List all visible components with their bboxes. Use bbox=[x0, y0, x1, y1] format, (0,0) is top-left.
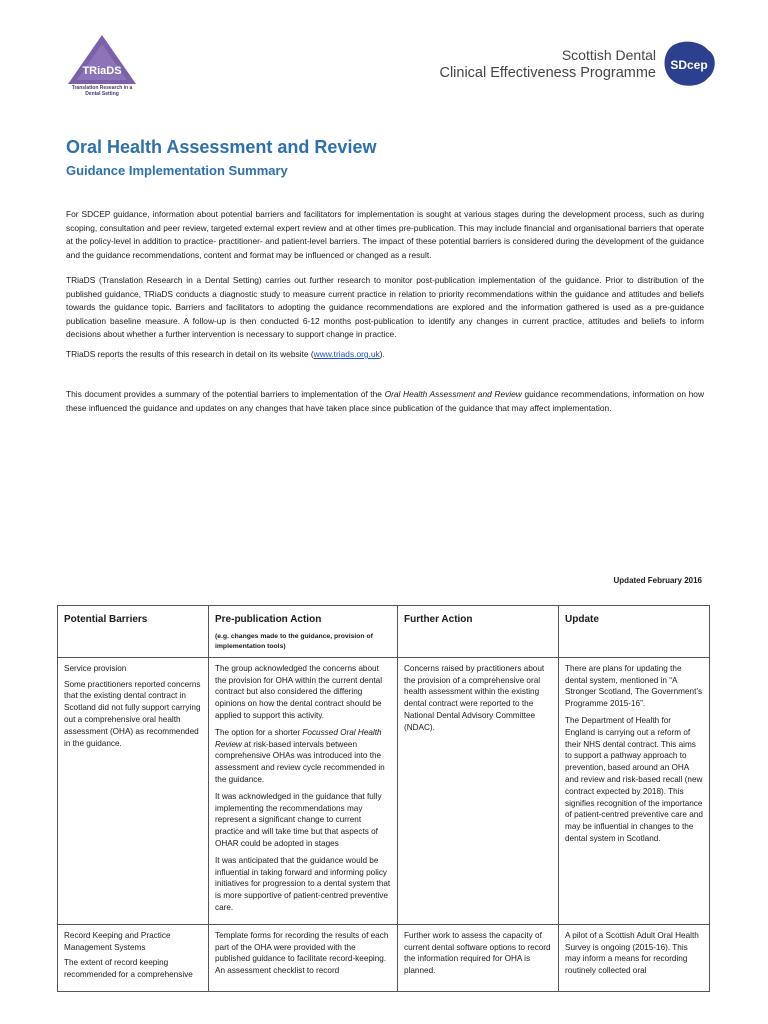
intro-paragraph-2: TRiaDS (Translation Research in a Dental Setting) carries out further research to monitor post-publication implementation of the guidance. Prior to distribution of the published guidance, TRiaDS conducts a diagnostic study to measure current practice in relation to priority recommendations within the guidance and attitudes and beliefs towards the guidance topic. Barriers and facilitators to adopting the guidance recommendations are explored and the information gathered is used as a pre-guidance publication baseline measure. A follow-up is then conducted 6-12 months post-publication to identify any changes in current practice, attitudes and beliefs to inform decisions about whether a further intervention is necessary to support change in practice. bbox=[66, 275, 704, 340]
header-further-action: Further Action bbox=[398, 606, 559, 658]
header-potential-barriers: Potential Barriers bbox=[58, 606, 209, 658]
triads-logo-text: TRiaDS bbox=[82, 65, 122, 77]
intro-paragraph-4: This document provides a summary of the potential barriers to implementation of the Oral Health Assessment and Review guidance recommendations, information on how these influenced the guidance and updates on any changes that have taken place since publication of the guidance that may affect implementation. bbox=[66, 389, 704, 413]
triads-triangle-icon bbox=[62, 32, 142, 88]
updated-date: Updated February 2016 bbox=[613, 576, 702, 585]
pre-action-text: It was acknowledged in the guidance that fully implementing the recommendations may represent a significant change to current practice and will take time but that aspects of OHAR could be adopted in stages bbox=[215, 791, 382, 848]
further-action-cell bbox=[398, 657, 559, 924]
table-header-row bbox=[58, 606, 710, 658]
table-row bbox=[58, 924, 710, 991]
update-text: A pilot of a Scottish Adult Oral Health Survey is ongoing (2015-16). This may inform a means for recording routinely collected oral bbox=[565, 930, 699, 976]
pre-action-text: The option for a shorter Focussed Oral Health Review at risk-based intervals between comprehensive OHAs was introduced into the assessment and review cycle recommended in the guidance. bbox=[215, 727, 385, 784]
barrier-cell bbox=[58, 657, 209, 924]
page-subtitle: Guidance Implementation Summary bbox=[66, 163, 288, 178]
further-action-text: Further work to assess the capacity of current dental software options to record the information required for OHA is planned. bbox=[404, 930, 551, 976]
barrier-title: Record Keeping and Practice Management Systems bbox=[64, 930, 171, 952]
further-action-cell bbox=[398, 924, 559, 991]
pre-publication-cell bbox=[209, 924, 398, 991]
update-cell bbox=[559, 657, 710, 924]
pre-action-text: It was anticipated that the guidance would be influential in taking forward and informing policy initiatives for progression to a dental system that is more supportive of patient-centred preventive care. bbox=[215, 855, 391, 912]
page-title: Oral Health Assessment and Review bbox=[66, 137, 377, 157]
update-cell bbox=[559, 924, 710, 991]
barriers-table bbox=[57, 605, 710, 992]
pre-publication-cell bbox=[209, 657, 398, 924]
triads-caption: Translation Research in a Dental Setting bbox=[71, 85, 133, 97]
pre-action-text: Template forms for recording the results of each part of the OHA were provided with the published guidance to facilitate record-keeping. An assessment checklist to record bbox=[215, 930, 389, 976]
update-text: There are plans for updating the dental system, mentioned in “A Stronger Scotland, The Government’s Programme 2015-16”. bbox=[565, 663, 703, 709]
header-update: Update bbox=[559, 606, 710, 658]
triads-website-link[interactable]: www.triads.org.uk bbox=[313, 349, 380, 359]
sdcep-mark-text: SDcep bbox=[670, 58, 708, 72]
pre-action-text: The group acknowledged the concerns about the provision for OHA within the current dental contract but also considered the differing opinions on how the dental contract should be applied to support this activity. bbox=[215, 663, 383, 720]
barrier-cell bbox=[58, 924, 209, 991]
sdcep-logo bbox=[418, 40, 718, 88]
update-text: The Department of Health for England is carrying out a reform of their NHS dental contract. This aims to support a pathway approach to prevention, based around an OHA and review and risk-based recall (new contract expected by 2018). This signifies recognition of the importance of patient-centred preventive care and may be influential in changes to the dental system in Scotland. bbox=[565, 715, 703, 843]
barrier-text: Some practitioners reported concerns that the existing dental contract in Scotland did not fully support carrying out a comprehensive oral health assessment (OHA) as recommended in the guidance. bbox=[64, 679, 201, 748]
triads-logo bbox=[62, 32, 142, 104]
table-row bbox=[58, 657, 710, 924]
sdcep-line2: Clinical Effectiveness Programme bbox=[439, 65, 656, 81]
sdcep-mark-icon bbox=[662, 40, 718, 88]
header-note: (e.g. changes made to the guidance, provision of implementation tools) bbox=[215, 632, 373, 650]
header-pre-publication-action: Pre-publication Action (e.g. changes made to the guidance, provision of implementation tools) bbox=[209, 606, 398, 658]
sdcep-line1: Scottish Dental bbox=[561, 47, 656, 63]
further-action-text: Concerns raised by practitioners about the provision of a comprehensive oral health assessment within the existing dental contract were reported to the National Dental Advisory Committee (NDAC). bbox=[404, 663, 545, 732]
barrier-title: Service provision bbox=[64, 663, 127, 673]
barrier-text: The extent of record keeping recommended for a comprehensive bbox=[64, 958, 193, 980]
intro-paragraph-3: TRiaDS reports the results of this research in detail on its website (www.triads.org.uk). bbox=[66, 349, 385, 359]
intro-paragraph-1: For SDCEP guidance, information about potential barriers and facilitators for implementation is sought at various stages during the development process, such as during scoping, consultation and peer review, targeted external expert review and at other times pre-publication. This may include financial and organisational barriers that operate at the policy-level in addition to practice- practitioner- and patient-level barriers. The impact of these potential barriers is considered during the development of the guidance and the guidance recommendations, content and format may be influenced or changed as a result. bbox=[66, 209, 704, 260]
